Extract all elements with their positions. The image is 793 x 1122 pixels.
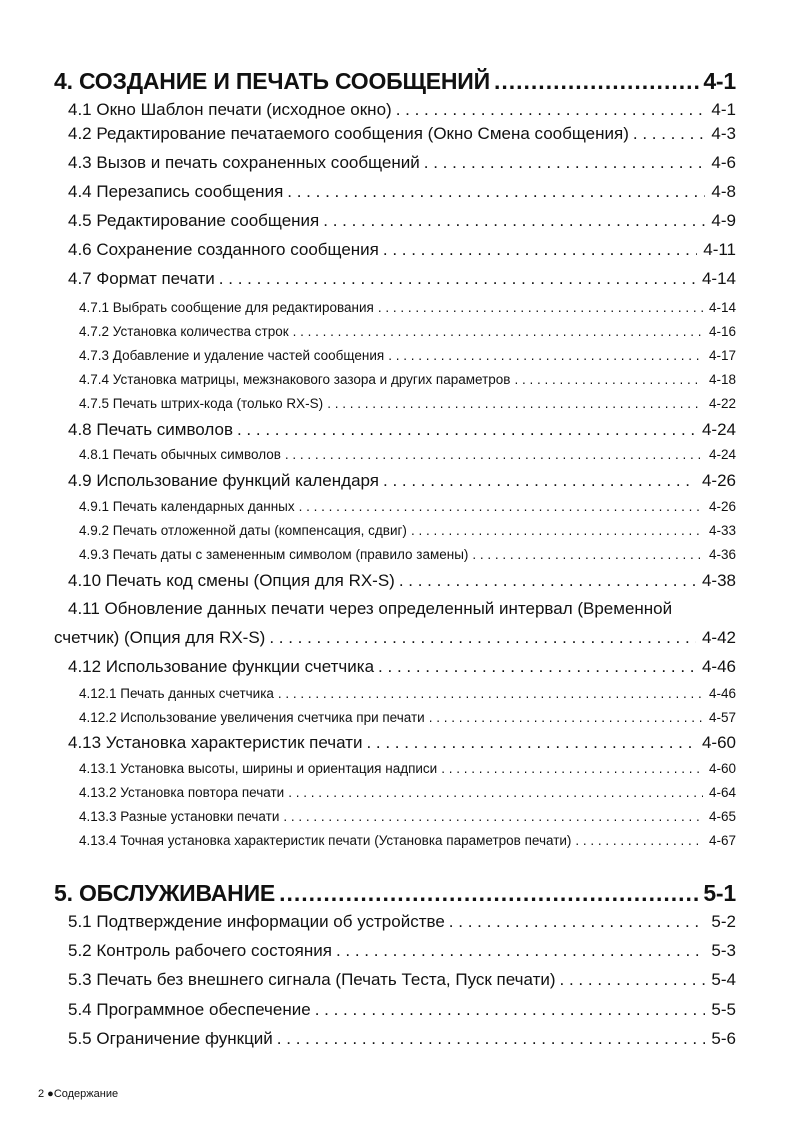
dot-leader [472,547,703,562]
toc-section-4-1[interactable] [68,100,736,120]
dot-leader [283,809,703,824]
toc-page-number: 4-11 [703,240,736,259]
dot-leader [388,348,703,363]
toc-page-number: 4-24 [708,447,736,462]
toc-page-number: 4-9 [711,211,736,230]
toc-section-5-3[interactable] [68,970,736,990]
toc-section-title: 4.4 Перезапись сообщения [68,182,284,201]
toc-page-number: 4-65 [708,809,736,824]
dot-leader [424,153,706,173]
toc-page-number: 4-6 [711,153,736,172]
toc-page-number: 4-3 [711,124,736,143]
toc-subsection-4-9-3[interactable] [79,547,736,562]
toc-subsection-title: 4.7.2 Установка количества строк [79,324,289,339]
dot-leader [288,785,703,800]
dot-leader [441,761,703,776]
toc-subsection-4-13-4[interactable] [79,833,736,848]
dot-leader [383,471,696,491]
toc-section-title: 4.8 Печать символов [68,420,233,439]
toc-section-title: 4.12 Использование функции счетчика [68,657,375,676]
toc-page-number: 4-1 [711,100,736,119]
dot-leader [449,912,706,932]
dot-leader [633,124,706,144]
dot-leader [278,686,703,701]
dot-leader [560,970,706,990]
toc-subsection-4-7-4[interactable] [79,372,736,387]
toc-subsection-title: 4.7.3 Добавление и удаление частей сообщения [79,348,385,363]
toc-section-4-4[interactable] [68,182,736,202]
toc-subsection-4-13-3[interactable] [79,809,736,824]
toc-section-5-1[interactable] [68,912,736,932]
toc-section-4-9[interactable] [68,471,736,491]
toc-subsection-title: 4.9.2 Печать отложенной даты (компенсация, сдвиг) [79,523,407,538]
toc-subsection-title: 4.13.1 Установка высоты, ширины и ориентация надписи [79,761,438,776]
toc-subsection-title: 4.12.1 Печать данных счетчика [79,686,274,701]
toc-section-4-11-line1[interactable]: 4.11 Обновление данных печати через определенный интервал (Временной [68,599,673,618]
toc-page-number: 5-3 [711,941,736,960]
toc-chapter-5[interactable] [54,880,736,907]
toc-page-number: 4-14 [701,269,736,288]
toc-section-title: 4.9 Использование функций календаря [68,471,379,490]
toc-section-title: 5.3 Печать без внешнего сигнала (Печать Теста, Пуск печати) [68,970,556,989]
toc-subsection-4-12-2[interactable] [79,710,736,725]
toc-page-number: 4-1 [703,68,736,94]
toc-subsection-title: 4.12.2 Использование увеличения счетчика при печати [79,710,425,725]
toc-subsection-4-12-1[interactable] [79,686,736,701]
toc-subsection-title: 4.7.4 Установка матрицы, межзнакового зазора и других параметров [79,372,511,387]
dot-leader [429,710,703,725]
toc-section-title: 4.3 Вызов и печать сохраненных сообщений [68,153,420,172]
toc-section-title: 4.2 Редактирование печатаемого сообщения (Окно Смена сообщения) [68,124,629,143]
toc-chapter-4[interactable] [54,68,736,95]
toc-page-number: 4-16 [708,324,736,339]
toc-section-5-4[interactable] [68,1000,736,1020]
toc-page-number: 5-2 [711,912,736,931]
toc-section-4-13[interactable] [68,733,736,753]
toc-section-5-2[interactable] [68,941,736,961]
toc-section-4-10[interactable] [68,571,736,591]
toc-section-4-5[interactable] [68,211,736,231]
toc-page-number: 4-14 [708,300,736,315]
toc-subsection-title: 4.13.2 Установка повтора печати [79,785,285,800]
toc-subsection-4-7-5[interactable] [79,396,736,411]
toc-page-number: 4-18 [708,372,736,387]
toc-section-4-2[interactable] [68,124,736,144]
dot-leader [366,733,696,753]
toc-section-title: 5.4 Программное обеспечение [68,1000,311,1019]
toc-section-4-3[interactable] [68,153,736,173]
toc-section-title: 5.1 Подтверждение информации об устройстве [68,912,445,931]
dot-leader [494,68,701,95]
toc-page-number: 4-46 [708,686,736,701]
toc-page-number: 4-67 [708,833,736,848]
dot-leader [327,396,703,411]
toc-section-title: 4.13 Установка характеристик печати [68,733,363,752]
toc-subsection-4-13-1[interactable] [79,761,736,776]
page-footer: 2 ●Содержание [38,1088,119,1100]
dot-leader [514,372,703,387]
toc-page-number: 5-1 [703,880,736,906]
toc-page-number: 4-38 [701,571,736,590]
dot-leader [279,880,701,907]
toc-page-number: 4-17 [708,348,736,363]
dot-leader [219,269,696,289]
toc-section-title: 4.10 Печать код смены (Опция для RX-S) [68,571,395,590]
toc-subsection-title: 4.13.4 Точная установка характеристик печати (Установка параметров печати) [79,833,572,848]
toc-page-number: 4-64 [708,785,736,800]
toc-subsection-title: 4.9.3 Печать даты с замененным символом (правило замены) [79,547,469,562]
toc-page-number: 4-26 [708,499,736,514]
dot-leader [299,499,703,514]
dot-leader [277,1029,706,1049]
toc-section-4-11[interactable] [54,628,736,648]
toc-section-5-5[interactable] [68,1029,736,1049]
dot-leader [315,1000,706,1020]
toc-page-number: 5-4 [711,970,736,989]
toc-page-number: 4-46 [701,657,736,676]
toc-subsection-title: 4.7.1 Выбрать сообщение для редактирования [79,300,374,315]
dot-leader [378,300,703,315]
toc-section-title: 4.7 Формат печати [68,269,215,288]
toc-page-number: 4-36 [708,547,736,562]
dot-leader [336,941,705,961]
toc-subsection-4-13-2[interactable] [79,785,736,800]
toc-section-title: 5.5 Ограничение функций [68,1029,273,1048]
toc-subsection-4-8-1[interactable] [79,447,736,462]
toc-section-4-6[interactable] [68,240,736,260]
toc-subsection-4-9-1[interactable] [79,499,736,514]
toc-subsection-4-7-1[interactable] [79,300,736,315]
toc-subsection-4-7-2[interactable] [79,324,736,339]
toc-subsection-4-7-3[interactable] [79,348,736,363]
toc-subsection-title: 4.9.1 Печать календарных данных [79,499,295,514]
dot-leader [399,571,696,591]
toc-page-number: 4-33 [708,523,736,538]
toc-section-title: 5.2 Контроль рабочего состояния [68,941,332,960]
toc-section-4-8[interactable] [68,420,736,440]
toc-section-title: 4.1 Окно Шаблон печати (исходное окно) [68,100,392,119]
dot-leader [411,523,703,538]
dot-leader [287,182,705,202]
toc-chapter-title: 5. ОБСЛУЖИВАНИЕ [54,880,276,906]
toc-section-title: 4.6 Сохранение созданного сообщения [68,240,379,259]
toc-page-number: 4-42 [701,628,736,647]
toc-page-number: 4-60 [701,733,736,752]
toc-chapter-title: 4. СОЗДАНИЕ И ПЕЧАТЬ СООБЩЕНИЙ [54,68,490,94]
dot-leader [383,240,697,260]
toc-page-number: 4-26 [701,471,736,490]
toc-page-number: 4-57 [708,710,736,725]
toc-section-title: 4.5 Редактирование сообщения [68,211,320,230]
dot-leader [293,324,703,339]
dot-leader [575,833,703,848]
toc-section-title: счетчик) (Опция для RX-S) [54,628,266,647]
dot-leader [269,628,696,648]
toc-page-number: 4-60 [708,761,736,776]
dot-leader [396,100,706,120]
toc-section-4-7[interactable] [68,269,736,289]
toc-subsection-title: 4.13.3 Разные установки печати [79,809,280,824]
toc-section-4-12[interactable] [68,657,736,677]
dot-leader [323,211,705,231]
toc-page-number: 4-8 [711,182,736,201]
toc-subsection-title: 4.7.5 Печать штрих-кода (только RX-S) [79,396,324,411]
toc-subsection-4-9-2[interactable] [79,523,736,538]
dot-leader [285,447,703,462]
toc-page-number: 4-24 [701,420,736,439]
toc-page-number: 5-5 [711,1000,736,1019]
toc-subsection-title: 4.8.1 Печать обычных символов [79,447,281,462]
toc-page-number: 4-22 [708,396,736,411]
dot-leader [237,420,696,440]
dot-leader [378,657,696,677]
toc-page-number: 5-6 [711,1029,736,1048]
